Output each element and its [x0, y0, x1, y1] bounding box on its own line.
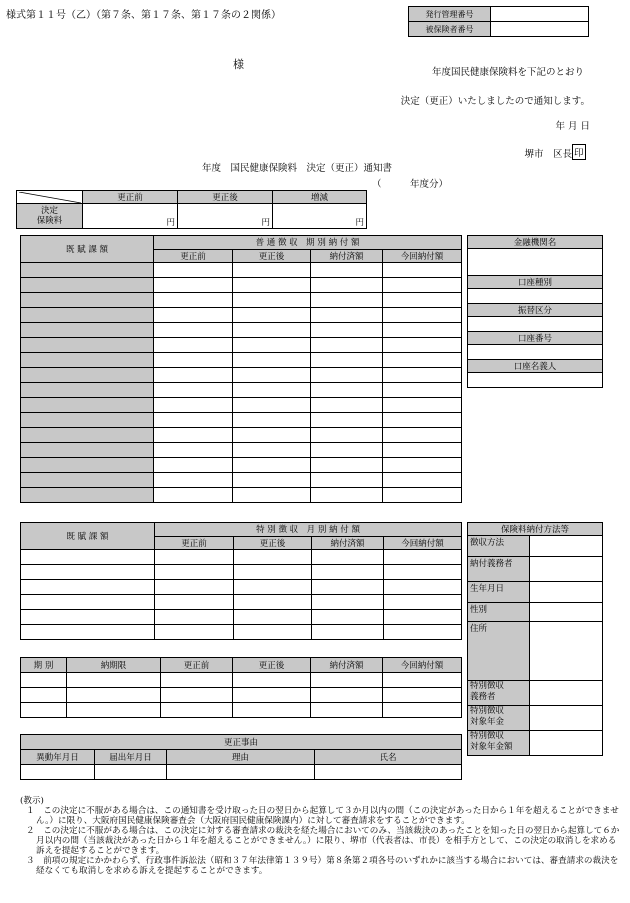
decision-row-label: 決定 保険料: [17, 204, 83, 229]
table-row: [21, 673, 462, 688]
table-row: [21, 293, 462, 308]
cell[interactable]: [384, 610, 462, 625]
cell[interactable]: [154, 353, 233, 368]
notice-line1: 年度国民健康保険料を下記のとおり: [431, 67, 584, 78]
cell[interactable]: [161, 703, 233, 718]
cell[interactable]: [154, 413, 233, 428]
account-number-field[interactable]: [468, 345, 603, 360]
cell[interactable]: [233, 383, 311, 398]
regular-row-label: [21, 368, 154, 383]
regular-row-label: [21, 458, 154, 473]
cell[interactable]: [233, 293, 311, 308]
cell[interactable]: [383, 413, 462, 428]
cell[interactable]: [384, 550, 462, 565]
cell[interactable]: [233, 488, 311, 503]
form-id: 様式第１１号（乙）（第７条、第１７条、第１７条の２関係）: [6, 10, 281, 21]
table-row: [21, 580, 462, 595]
special-col-before: 更正前: [155, 536, 234, 550]
cell[interactable]: [233, 443, 311, 458]
regular-title: 普 通 徴 収 期 別 納 付 額: [154, 236, 462, 250]
cell[interactable]: [312, 580, 384, 595]
year-part: （ 年度分）: [372, 179, 449, 190]
cell[interactable]: [233, 263, 311, 278]
cell[interactable]: [383, 368, 462, 383]
cell[interactable]: [311, 398, 383, 413]
cell[interactable]: [233, 323, 311, 338]
periods-col-after: 更正後: [233, 658, 311, 673]
bank-name-label: 金融機関名: [468, 236, 603, 249]
cell[interactable]: [21, 765, 95, 780]
table-row: [21, 443, 462, 458]
cell[interactable]: [155, 580, 234, 595]
cell[interactable]: [154, 293, 233, 308]
decision-col-diff: 増減: [273, 191, 367, 204]
cell[interactable]: [233, 338, 311, 353]
payment-method-table: [467, 522, 603, 756]
cell[interactable]: [384, 565, 462, 580]
special-title: 特 別 徴 収 月 別 納 付 額: [155, 523, 462, 537]
notice-line2: 決定（更正）いたしましたので通知します。: [400, 96, 590, 107]
table-row: [21, 458, 462, 473]
cell[interactable]: [383, 443, 462, 458]
decision-after-yen[interactable]: 円: [178, 204, 273, 229]
regular-row-label: [21, 413, 154, 428]
cell[interactable]: [233, 688, 311, 703]
method-special-amount-field[interactable]: [530, 731, 603, 756]
account-type-field[interactable]: [468, 289, 603, 304]
cell[interactable]: [383, 688, 462, 703]
cell[interactable]: [383, 293, 462, 308]
table-row: [21, 323, 462, 338]
regular-row-label: [21, 263, 154, 278]
cell[interactable]: [383, 353, 462, 368]
cell[interactable]: [154, 443, 233, 458]
special-col-after: 更正後: [234, 536, 312, 550]
cell[interactable]: [167, 765, 315, 780]
cell[interactable]: [154, 428, 233, 443]
table-row: [21, 398, 462, 413]
reason-col-change-date: 異動年月日: [21, 750, 95, 765]
method-payer-field[interactable]: [530, 557, 603, 582]
table-row: [21, 383, 462, 398]
cell[interactable]: [383, 673, 462, 688]
cell[interactable]: [67, 688, 161, 703]
decision-col-before: 更正前: [83, 191, 178, 204]
bank-name-field[interactable]: [468, 249, 603, 276]
cell[interactable]: [311, 458, 383, 473]
cell[interactable]: [311, 473, 383, 488]
cell[interactable]: [155, 610, 234, 625]
cell[interactable]: [21, 625, 155, 640]
cell[interactable]: [311, 443, 383, 458]
cell[interactable]: [154, 338, 233, 353]
cell[interactable]: [311, 353, 383, 368]
document-title: 年度 国民健康保険料 決定（更正）通知書: [202, 163, 393, 174]
cell[interactable]: [312, 625, 384, 640]
cell[interactable]: [154, 308, 233, 323]
regular-row-label: [21, 383, 154, 398]
transfer-type-field[interactable]: [468, 317, 603, 332]
cell[interactable]: [21, 580, 155, 595]
method-title: 保険料納付方法等: [468, 523, 603, 536]
cell[interactable]: [383, 338, 462, 353]
account-number-label: 口座番号: [468, 332, 603, 345]
method-payer-label: 納付義務者: [468, 557, 530, 582]
method-birthdate-label: 生年月日: [468, 582, 530, 603]
cell[interactable]: [21, 610, 155, 625]
cell[interactable]: [155, 625, 234, 640]
cell[interactable]: [312, 595, 384, 610]
account-type-label: 口座種別: [468, 276, 603, 289]
insured-no-label: 被保険者番号: [409, 22, 491, 37]
special-collection-table: [20, 522, 462, 640]
table-row: [21, 625, 462, 640]
method-collection-field[interactable]: [530, 536, 603, 557]
cell[interactable]: [154, 473, 233, 488]
table-row: [21, 565, 462, 580]
regular-row-label: [21, 488, 154, 503]
cell[interactable]: [312, 565, 384, 580]
cell[interactable]: [311, 338, 383, 353]
cell[interactable]: [384, 595, 462, 610]
method-sex-field[interactable]: [530, 603, 603, 622]
cell[interactable]: [311, 428, 383, 443]
cell[interactable]: [233, 398, 311, 413]
cell[interactable]: [154, 323, 233, 338]
method-address-label: 住所: [468, 622, 530, 681]
cell[interactable]: [155, 595, 234, 610]
regular-row-label: [21, 278, 154, 293]
table-row: [21, 263, 462, 278]
regular-row-label: [21, 293, 154, 308]
cell[interactable]: [233, 703, 311, 718]
cell[interactable]: [154, 488, 233, 503]
table-row: [21, 473, 462, 488]
cell[interactable]: [383, 473, 462, 488]
cell[interactable]: [233, 413, 311, 428]
cell[interactable]: [154, 368, 233, 383]
table-row: [21, 353, 462, 368]
cell[interactable]: [234, 625, 312, 640]
reason-table: [20, 734, 462, 780]
regular-left-header: 既 賦 課 額: [21, 236, 154, 263]
cell[interactable]: [233, 308, 311, 323]
cell[interactable]: [383, 703, 462, 718]
table-row: [21, 368, 462, 383]
regular-row-label: [21, 353, 154, 368]
cell[interactable]: [383, 263, 462, 278]
cell[interactable]: [311, 703, 383, 718]
regular-row-label: [21, 428, 154, 443]
regular-row-label: [21, 473, 154, 488]
periods-table: [20, 657, 462, 718]
cell[interactable]: [311, 323, 383, 338]
cell[interactable]: [67, 673, 161, 688]
cell[interactable]: [155, 550, 234, 565]
regular-col-before: 更正前: [154, 249, 233, 263]
cell[interactable]: [311, 383, 383, 398]
table-row: [21, 338, 462, 353]
cell[interactable]: [311, 293, 383, 308]
method-collection-label: 徴収方法: [468, 536, 530, 557]
table-row: [21, 703, 462, 718]
note-item: ３ 前項の規定にかかわらず、行政事件訴訟法（昭和３７年法律第１３９号）第８条第２項各号のいずれかに該当する場合においては、審査請求の裁決を経なくても取消しを求める訴えを提起することができます。: [26, 856, 619, 876]
special-left-header: 既 賦 課 額: [21, 523, 155, 550]
cell[interactable]: [234, 610, 312, 625]
cell[interactable]: [311, 688, 383, 703]
cell[interactable]: [233, 473, 311, 488]
cell[interactable]: [154, 278, 233, 293]
cell[interactable]: [383, 308, 462, 323]
cell[interactable]: [384, 580, 462, 595]
reason-col-reason: 理由: [167, 750, 315, 765]
cell[interactable]: [21, 595, 155, 610]
cell[interactable]: [233, 458, 311, 473]
seal-mark: 印: [572, 144, 586, 160]
regular-row-label: [21, 443, 154, 458]
cell[interactable]: [311, 308, 383, 323]
bank-table: [467, 235, 603, 388]
table-row: [21, 308, 462, 323]
regular-row-label: [21, 398, 154, 413]
account-holder-label: 口座名義人: [468, 360, 603, 373]
method-special-agent-field[interactable]: [530, 681, 603, 706]
issue-date: 年 月 日: [555, 121, 590, 132]
table-row: [21, 413, 462, 428]
cell[interactable]: [67, 703, 161, 718]
reason-col-name: 氏名: [315, 750, 462, 765]
cell[interactable]: [311, 488, 383, 503]
regular-col-after: 更正後: [233, 249, 311, 263]
cell[interactable]: [383, 398, 462, 413]
periods-col-term: 期 別: [21, 658, 67, 673]
regular-collection-table: [20, 235, 462, 503]
insured-no-field[interactable]: [491, 22, 589, 37]
notes-heading: (教示): [20, 796, 44, 806]
cell[interactable]: [311, 368, 383, 383]
cell[interactable]: [383, 323, 462, 338]
table-row: [21, 610, 462, 625]
cell[interactable]: [234, 580, 312, 595]
cell[interactable]: [234, 550, 312, 565]
cell[interactable]: [311, 673, 383, 688]
method-special-agent-label: 特別徴収 義務者: [468, 681, 530, 706]
issue-no-field[interactable]: [491, 7, 589, 22]
regular-row-label: [21, 338, 154, 353]
issue-no-label: 発行管理番号: [409, 7, 491, 22]
cell[interactable]: [383, 458, 462, 473]
instruction-notes: [22, 796, 622, 876]
cell[interactable]: [154, 383, 233, 398]
cell[interactable]: [233, 428, 311, 443]
method-birthdate-field[interactable]: [530, 582, 603, 603]
cell[interactable]: [234, 595, 312, 610]
cell[interactable]: [233, 673, 311, 688]
regular-rows: [21, 263, 462, 503]
periods-col-deadline: 納期限: [67, 658, 161, 673]
method-special-pension-field[interactable]: [530, 706, 603, 731]
table-row: [21, 688, 462, 703]
cell[interactable]: [233, 278, 311, 293]
method-address-field[interactable]: [530, 622, 603, 681]
cell[interactable]: [95, 765, 167, 780]
decision-diff-yen[interactable]: 円: [273, 204, 367, 229]
cell[interactable]: [315, 765, 462, 780]
cell[interactable]: [21, 565, 155, 580]
cell[interactable]: [154, 458, 233, 473]
note-item: ２ この決定に不服がある場合は、この決定に対する審査請求の裁決を経た場合においてのみ、当該裁決のあったことを知った日の翌日から起算して６か月以内の間（当該裁決があった日から１年を超えることができません。）に限り、堺市（代表者は、市長）を相手方として、この決定の取消しを求める訴えを提起することができます。: [26, 826, 620, 856]
cell[interactable]: [161, 673, 233, 688]
cell[interactable]: [311, 263, 383, 278]
cell[interactable]: [384, 625, 462, 640]
note-item: １ この決定に不服がある場合は、この通知書を受け取った日の翌日から起算して３か月以内の間（この決定があった日から１年を超えることができません。）に限り、大阪府国民健康保険審査会（大阪府国民健康保険課内）に対して審査請求をすることができます。: [26, 806, 619, 826]
table-row: [21, 428, 462, 443]
cell[interactable]: [154, 398, 233, 413]
cell[interactable]: [383, 383, 462, 398]
table-row: [21, 488, 462, 503]
regular-col-current: 今回納付額: [383, 249, 462, 263]
decision-col-after: 更正後: [178, 191, 273, 204]
table-row: [21, 550, 462, 565]
cell[interactable]: [233, 368, 311, 383]
cell[interactable]: [161, 688, 233, 703]
cell[interactable]: [383, 488, 462, 503]
transfer-type-label: 振替区分: [468, 304, 603, 317]
decision-table: [16, 190, 367, 229]
decision-corner: [17, 191, 83, 204]
special-col-paid: 納付済額: [312, 536, 384, 550]
cell[interactable]: [155, 565, 234, 580]
cell[interactable]: [383, 428, 462, 443]
cell[interactable]: [311, 413, 383, 428]
cell[interactable]: [312, 610, 384, 625]
id-number-table: [408, 6, 589, 37]
cell[interactable]: [312, 550, 384, 565]
periods-col-before: 更正前: [161, 658, 233, 673]
regular-col-paid: 納付済額: [311, 249, 383, 263]
periods-col-paid: 納付済額: [311, 658, 383, 673]
mayor-name: 堺市 区長: [524, 149, 572, 160]
decision-before-yen[interactable]: 円: [83, 204, 178, 229]
table-row: [21, 765, 462, 780]
account-holder-field[interactable]: [468, 373, 603, 388]
cell[interactable]: [311, 278, 383, 293]
cell[interactable]: [233, 353, 311, 368]
method-special-amount-label: 特別徴収 対象年金額: [468, 731, 530, 756]
cell[interactable]: [21, 703, 67, 718]
regular-row-label: [21, 308, 154, 323]
cell[interactable]: [154, 263, 233, 278]
recipient-sama: 様: [233, 58, 244, 71]
special-col-current: 今回納付額: [384, 536, 462, 550]
cell[interactable]: [21, 688, 67, 703]
table-row: [21, 278, 462, 293]
cell[interactable]: [21, 550, 155, 565]
cell[interactable]: [234, 565, 312, 580]
periods-col-current: 今回納付額: [383, 658, 462, 673]
method-special-pension-label: 特別徴収 対象年金: [468, 706, 530, 731]
table-row: [21, 595, 462, 610]
cell[interactable]: [383, 278, 462, 293]
cell[interactable]: [21, 673, 67, 688]
regular-row-label: [21, 323, 154, 338]
reason-col-report-date: 届出年月日: [95, 750, 167, 765]
method-sex-label: 性別: [468, 603, 530, 622]
reason-title: 更正事由: [21, 735, 462, 750]
